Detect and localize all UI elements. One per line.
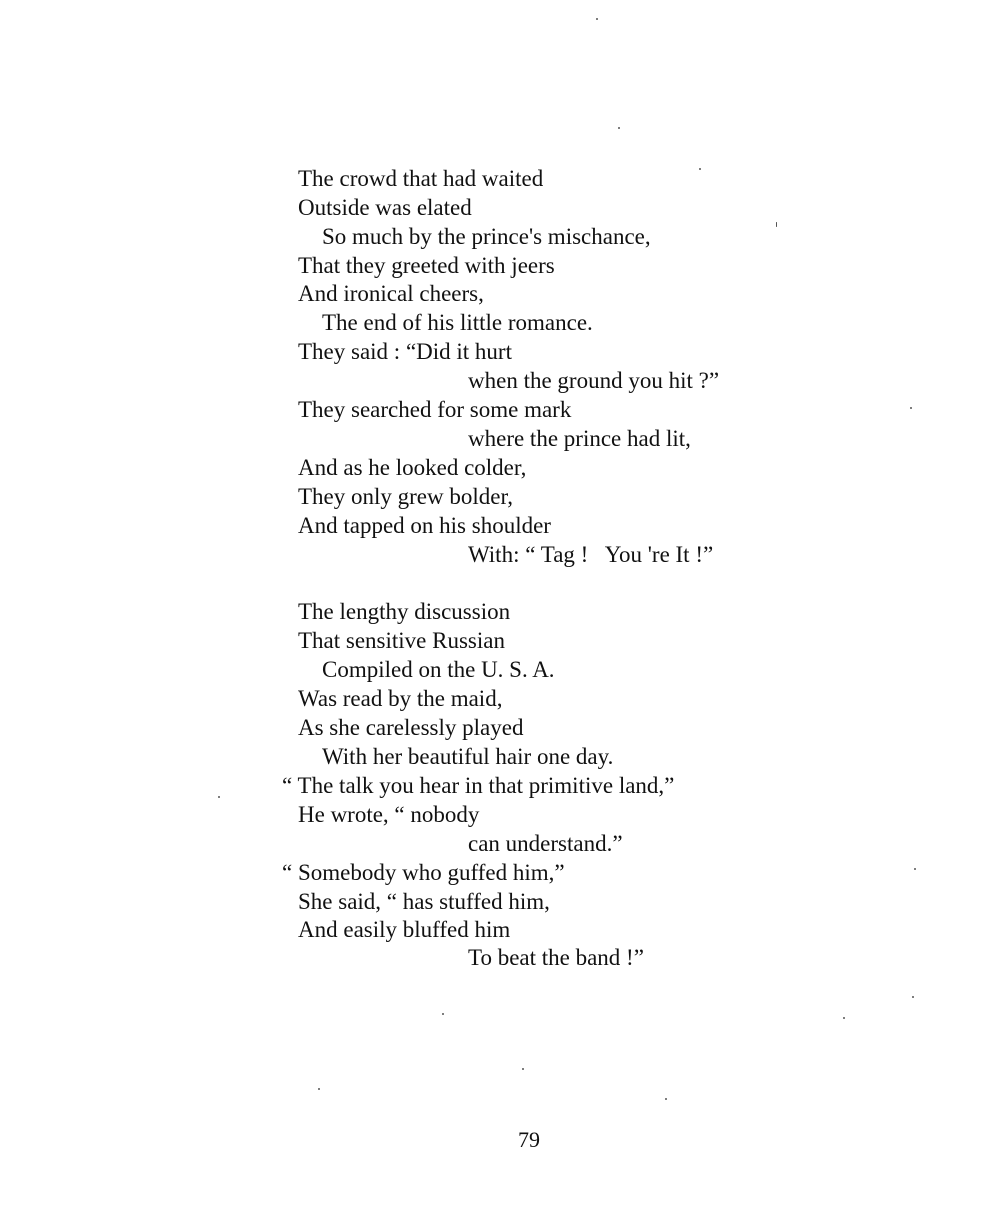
poem-line: He wrote, “ nobody — [298, 802, 480, 827]
poem-line: where the prince had lit, — [468, 426, 691, 451]
poem-line: They searched for some mark — [298, 397, 572, 422]
poem-line: They only grew bolder, — [298, 484, 513, 509]
poem-line: Compiled on the U. S. A. — [322, 657, 555, 682]
scan-speck — [665, 1098, 667, 1100]
poem-line: With her beautiful hair one day. — [322, 744, 614, 769]
poem-line: The lengthy discussion — [298, 599, 511, 624]
poem-line: when the ground you hit ?” — [468, 368, 720, 393]
poem-line: And as he looked colder, — [298, 455, 527, 480]
scan-speck — [914, 868, 916, 870]
poem-line: And ironical cheers, — [298, 281, 484, 306]
poem-line: So much by the prince's mischance, — [322, 224, 651, 249]
scan-speck — [910, 407, 912, 409]
poem-line: They said : “Did it hurt — [298, 339, 512, 364]
poem-line: That sensitive Russian — [298, 628, 505, 653]
scan-speck — [522, 1068, 524, 1070]
poem-line: And easily bluffed him — [298, 917, 511, 942]
poem-line: As she carelessly played — [298, 715, 524, 740]
scan-speck — [596, 18, 598, 20]
poem-line: And tapped on his shoulder — [298, 513, 551, 538]
poem-line: can understand.” — [468, 831, 623, 856]
poem-line: “ The talk you hear in that primitive land,” — [282, 773, 675, 798]
poem-line: Was read by the maid, — [298, 686, 503, 711]
poem-line: “ Somebody who guffed him,” — [282, 860, 565, 885]
poem-line: That they greeted with jeers — [298, 253, 555, 278]
scan-speck — [776, 222, 777, 227]
poem-line: She said, “ has stuffed him, — [298, 889, 550, 914]
page-number: 79 — [518, 1127, 540, 1152]
poem-line: With: “ Tag ! You 're It !” — [468, 542, 714, 567]
poem-line: To beat the band !” — [468, 945, 644, 970]
scan-speck — [912, 996, 914, 998]
scan-speck — [699, 168, 701, 170]
poem-line: The crowd that had waited — [298, 166, 544, 191]
scan-speck — [442, 1013, 444, 1015]
scan-speck — [618, 127, 620, 129]
scan-speck — [218, 796, 220, 798]
scan-speck — [843, 1017, 845, 1019]
poem-line: Outside was elated — [298, 195, 472, 220]
poem-line: The end of his little romance. — [322, 310, 593, 335]
scan-speck — [318, 1088, 320, 1090]
